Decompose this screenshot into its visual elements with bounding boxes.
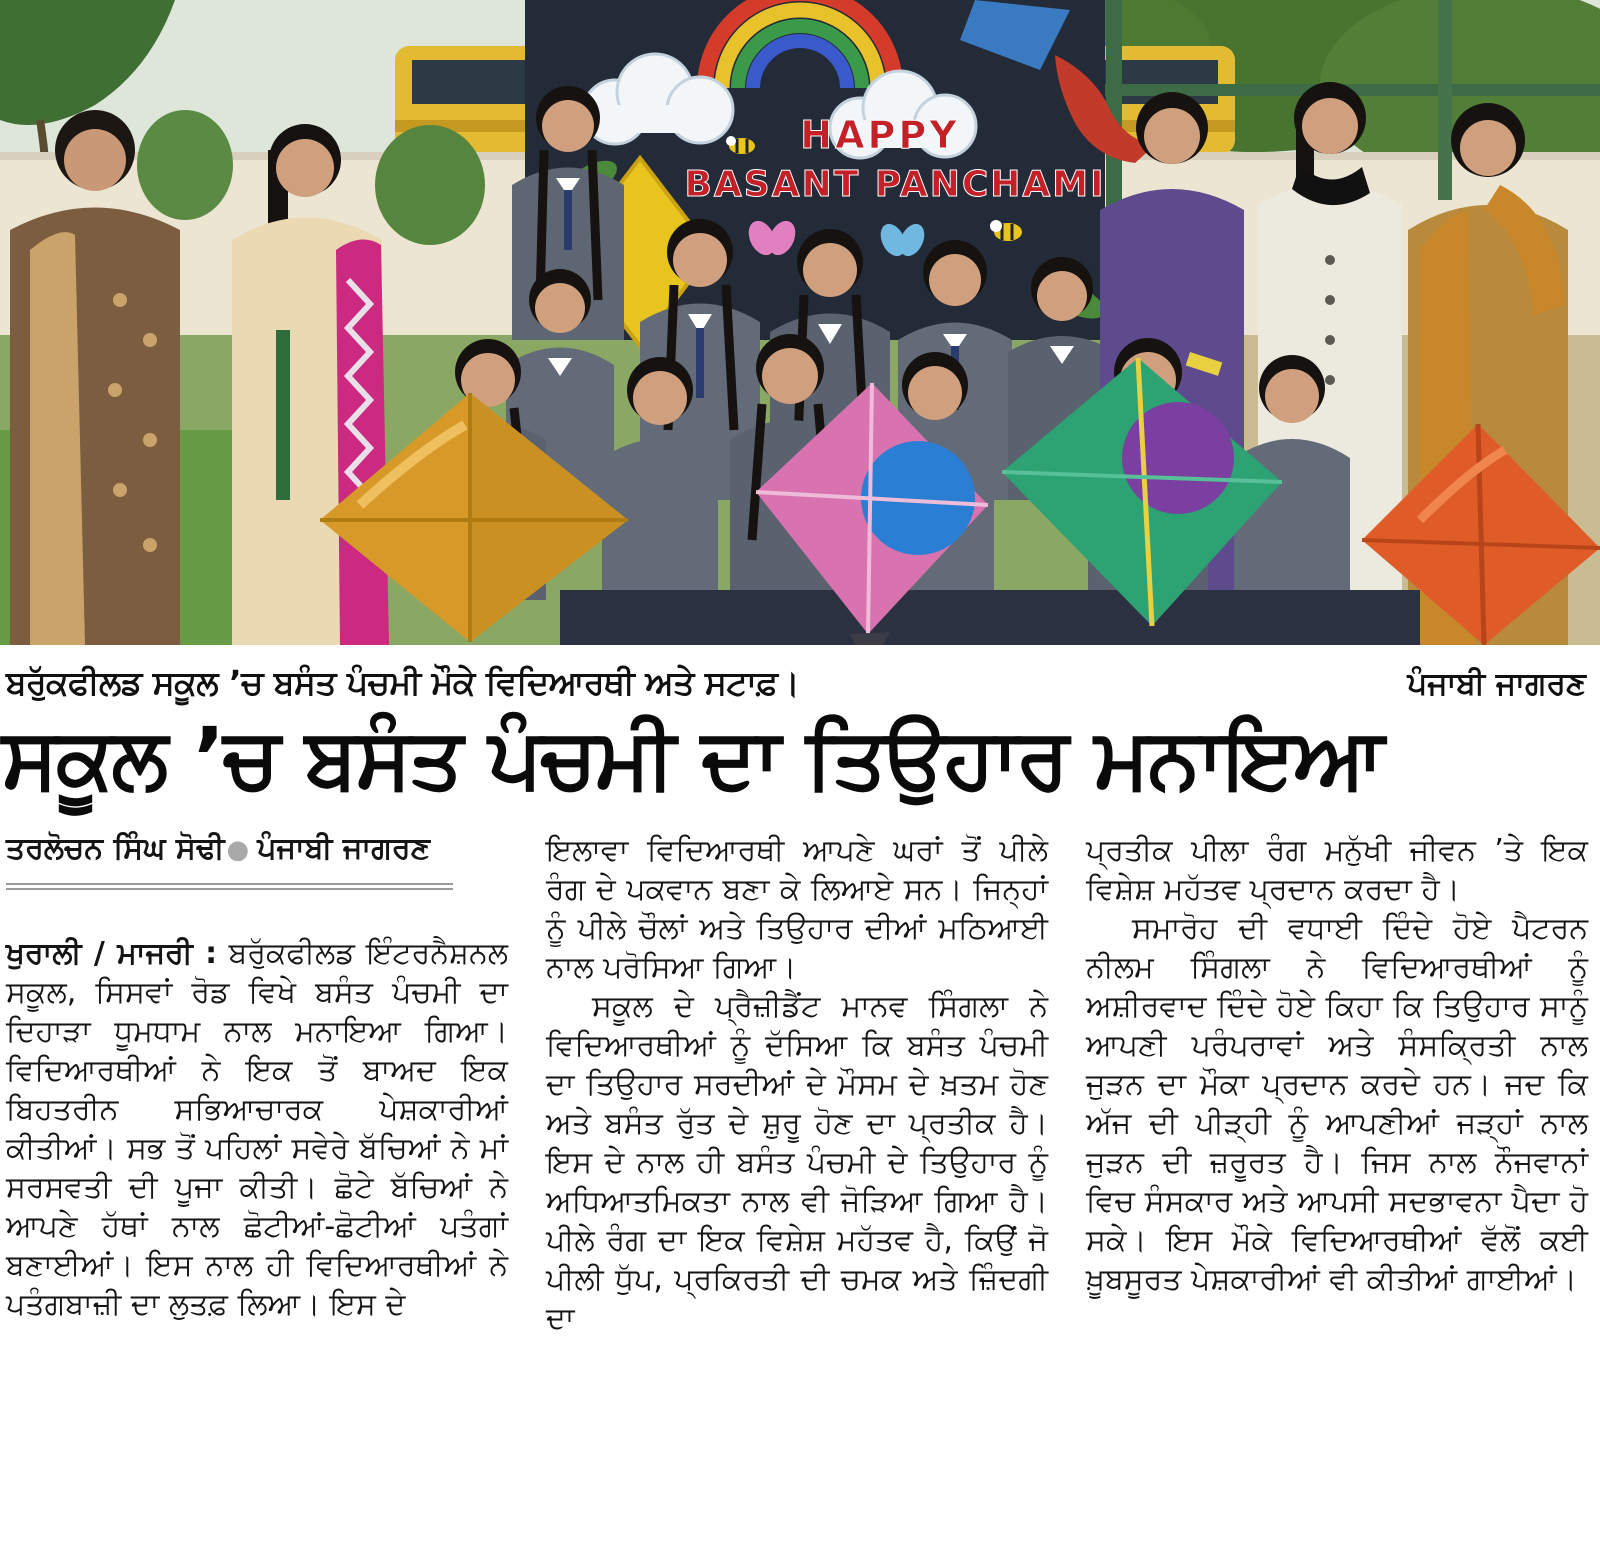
photo-scene (0, 0, 1600, 645)
dateline: ਖੁਰਾਲੀ / ਮਾਜਰੀ : (6, 936, 218, 972)
paragraph: ਪ੍ਰਤੀਕ ਪੀਲਾ ਰੰਗ ਮਨੁੱਖੀ ਜੀਵਨ ’ਤੇ ਇਕ ਵਿਸ਼ੇਸ਼ ਮਹੱਤਵ ਪ੍ਰਦਾਨ ਕਰਦਾ ਹੈ। (1086, 833, 1588, 908)
paragraph: ਸਕੂਲ ਦੇ ਪ੍ਰੈਜ਼ੀਡੈਂਟ ਮਾਨਵ ਸਿੰਗਲਾ ਨੇ ਵਿਦਿਆਰਥੀਆਂ ਨੂੰ ਦੱਸਿਆ ਕਿ ਬਸੰਤ ਪੰਚਮੀ ਦਾ ਤਿਉਹਾਰ ਸਰਦੀਆਂ ਦੇ ਮੌਸਮ ਦੇ ਖ਼ਤਮ ਹੋਣ ਅਤੇ ਬਸੰਤ ਰੁੱਤ ਦੇ ਸ਼ੁਰੂ ਹੋਣ ਦਾ ਪ੍ਰਤੀਕ ਹੈ। ਇਸ ਦੇ ਨਾਲ ਹੀ ਬਸੰਤ ਪੰਚਮੀ ਦੇ ਤਿਉਹਾਰ ਨੂੰ ਅਧਿਆਤਮਿਕਤਾ ਨਾਲ ਵੀ ਜੋੜਿਆ ਗਿਆ ਹੈ। ਪੀਲੇ ਰੰਗ ਦਾ ਇਕ ਵਿਸ਼ੇਸ਼ ਮਹੱਤਵ ਹੈ, ਕਿਉਂ ਜੋ ਪੀਲੀ ਧੁੱਪ, ਪ੍ਰਕਿਰਤੀ ਦੀ ਚਮਕ ਅਤੇ ਜ਼ਿੰਦਗੀ ਦਾ (546, 989, 1048, 1337)
paragraph: ਇਲਾਵਾ ਵਿਦਿਆਰਥੀ ਆਪਣੇ ਘਰਾਂ ਤੋਂ ਪੀਲੇ ਰੰਗ ਦੇ ਪਕਵਾਨ ਬਣਾ ਕੇ ਲਿਆਏ ਸਨ। ਜਿਨ੍ਹਾਂ ਨੂੰ ਪੀਲੇ ਚੌਲਾਂ ਅਤੇ ਤਿਉਹਾਰ ਦੀਆਂ ਮਠਿਆਈ ਨਾਲ ਪਰੋਸਿਆ ਗਿਆ। (546, 833, 1048, 986)
article-body (0, 809, 1600, 1495)
caption-row (0, 645, 1600, 703)
byline-publication: ਪੰਜਾਬੀ ਜਾਗਰਣ (257, 831, 431, 867)
paragraph (6, 934, 508, 1324)
shrub (137, 110, 233, 220)
byline-separator-dot: ● (226, 835, 250, 866)
byline (6, 831, 453, 890)
column-3 (1086, 831, 1588, 1495)
headline: ਸਕੂਲ ’ਚ ਬਸੰਤ ਪੰਚਮੀ ਦਾ ਤਿਉਹਾਰ ਮਨਾਇਆ (2, 709, 1383, 807)
board-title-line1: HAPPY (800, 113, 960, 157)
paragraph: ਸਮਾਰੋਹ ਦੀ ਵਧਾਈ ਦਿੰਦੇ ਹੋਏ ਪੈਟਰਨ ਨੀਲਮ ਸਿੰਗਲਾ ਨੇ ਵਿਦਿਆਰਥੀਆਂ ਨੂੰ ਅਸ਼ੀਰਵਾਦ ਦਿੰਦੇ ਹੋਏ ਕਿਹਾ ਕਿ ਤਿਉਹਾਰ ਸਾਨੂੰ ਆਪਣੀ ਪਰੰਪਰਾਵਾਂ ਅਤੇ ਸੰਸਕ੍ਰਿਤੀ ਨਾਲ ਜੁੜਨ ਦਾ ਮੌਕਾ ਪ੍ਰਦਾਨ ਕਰਦੇ ਹਨ। ਜਦ ਕਿ ਅੱਜ ਦੀ ਪੀੜ੍ਹੀ ਨੂੰ ਆਪਣੀਆਂ ਜੜ੍ਹਾਂ ਨਾਲ ਜੁੜਨ ਦੀ ਜ਼ਰੂਰਤ ਹੈ। ਜਿਸ ਨਾਲ ਨੌਜਵਾਨਾਂ ਵਿਚ ਸੰਸਕਾਰ ਅਤੇ ਆਪਸੀ ਸਦਭਾਵਨਾ ਪੈਦਾ ਹੋ ਸਕੇ। ਇਸ ਮੌਕੇ ਵਿਦਿਆਰਥੀਆਂ ਵੱਲੋਂ ਕਈ ਖ਼ੂਬਸੂਰਤ ਪੇਸ਼ਕਾਰੀਆਂ ਵੀ ਕੀਤੀਆਂ ਗਾਈਆਂ। (1086, 911, 1588, 1298)
board-title-line2: BASANT PANCHAMI (684, 164, 1106, 205)
fence-post (1438, 0, 1452, 200)
paragraph-text: ਬਰੁੱਕਫੀਲਡ ਇੰਟਰਨੈਸ਼ਨਲ ਸਕੂਲ, ਸਿਸਵਾਂ ਰੋਡ ਵਿਖੇ ਬਸੰਤ ਪੰਚਮੀ ਦਾ ਦਿਹਾੜਾ ਧੂਮਧਾਮ ਨਾਲ ਮਨਾਇਆ ਗਿਆ। ਵਿਦਿਆਰਥੀਆਂ ਨੇ ਇਕ ਤੋਂ ਬਾਅਦ ਇਕ ਬਿਹਤਰੀਨ ਸਭਿਆਚਾਰਕ ਪੇਸ਼ਕਾਰੀਆਂ ਕੀਤੀਆਂ। ਸਭ ਤੋਂ ਪਹਿਲਾਂ ਸਵੇਰੇ ਬੱਚਿਆਂ ਨੇ ਮਾਂ ਸਰਸਵਤੀ ਦੀ ਪੂਜਾ ਕੀਤੀ। ਛੋਟੇ ਬੱਚਿਆਂ ਨੇ ਆਪਣੇ ਹੱਥਾਂ ਨਾਲ ਛੋਟੀਆਂ-ਛੋਟੀਆਂ ਪਤੰਗਾਂ ਬਣਾਈਆਂ। ਇਸ ਨਾਲ ਹੀ ਵਿਦਿਆਰਥੀਆਂ ਨੇ ਪਤੰਗਬਾਜ਼ੀ ਦਾ ਲੁਤਫ਼ ਲਿਆ। ਇਸ ਦੇ (6, 936, 508, 1323)
photo-credit: ਪੰਜਾਬੀ ਜਾਗਰਣ (1407, 666, 1586, 702)
column-1 (6, 831, 508, 1495)
shrub (375, 125, 485, 245)
column-2 (546, 831, 1048, 1495)
article-photo (0, 0, 1600, 645)
seated-row-base (560, 590, 1420, 645)
byline-author: ਤਰਲੋਚਨ ਸਿੰਘ ਸੋਢੀ (6, 831, 225, 867)
photo-caption: ਬਰੁੱਕਫੀਲਡ ਸਕੂਲ ’ਚ ਬਸੰਤ ਪੰਚਮੀ ਮੌਕੇ ਵਿਦਿਆਰਥੀ ਅਤੇ ਸਟਾਫ਼। (6, 663, 800, 702)
